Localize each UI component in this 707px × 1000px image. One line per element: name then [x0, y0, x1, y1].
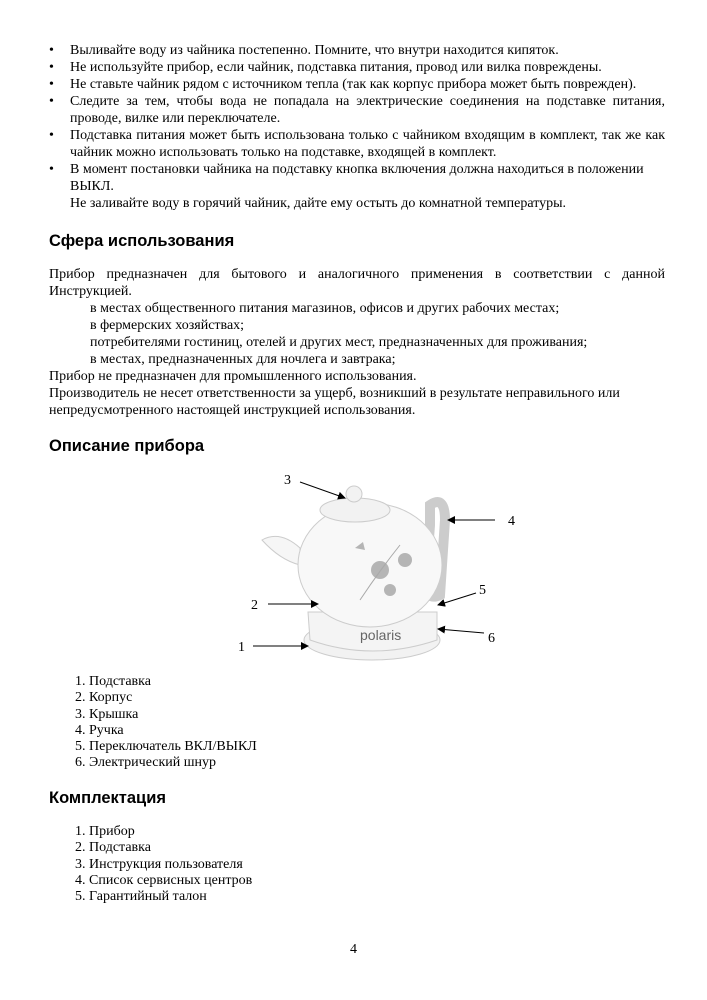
usage-intro: Прибор предназначен для бытового и аналогичного применения в соответствии с данной Инструкцией.	[49, 267, 665, 299]
warning-item: • Не ставьте чайник рядом с источником тепла (так как корпус прибора может быть поврежден).	[49, 76, 665, 93]
page-number: 4	[350, 942, 357, 957]
section-title-package: Комплектация	[49, 789, 166, 807]
package-item: 3. Инструкция пользователя	[89, 857, 665, 873]
warning-item: • Не используйте прибор, если чайник, подставка питания, провод или вилка повреждены.	[49, 59, 665, 76]
warning-item: • Выливайте воду из чайника постепенно. Помните, что внутри находится кипяток.	[49, 42, 665, 59]
warning-item: • Подставка питания может быть использована только с чайником входящим в комплект, так же как чайник можно использовать только на подставке, входящей в комплект.	[49, 127, 665, 161]
usage-place: в местах общественного питания магазинов, офисов и других рабочих местах;	[90, 301, 560, 316]
callout-6: 6	[488, 631, 495, 646]
warning-item: • Следите за тем, чтобы вода не попадала на электрические соединения на подставке питания, проводе, вилке или переключателе.	[49, 93, 665, 127]
warning-extra: Не заливайте воду в горячий чайник, дайте ему остыть до комнатной температуры.	[70, 196, 567, 211]
callout-2: 2	[251, 598, 258, 613]
section-title-usage: Сфера использования	[49, 232, 235, 250]
package-item: 1. Прибор	[89, 824, 665, 840]
callout-3: 3	[284, 473, 291, 488]
part-item: 3. Крышка	[89, 707, 665, 723]
parts-list	[49, 674, 665, 772]
part-item: 2. Корпус	[89, 690, 665, 706]
package-list-wrap	[49, 824, 665, 905]
section-title-description: Описание прибора	[49, 437, 205, 455]
callout-4: 4	[508, 514, 515, 529]
usage-place: в местах, предназначенных для ночлега и завтрака;	[90, 352, 396, 367]
callout-1: 1	[238, 640, 245, 655]
brand-logo: polaris	[360, 627, 402, 643]
parts-list-wrap	[49, 674, 665, 772]
warning-item: • В момент постановки чайника на подставку кнопка включения должна находиться в положении ВЫКЛ.	[49, 161, 665, 195]
usage-place: потребителями гостиниц, отелей и других мест, предназначенных для проживания;	[90, 335, 588, 350]
callout-5: 5	[479, 583, 486, 598]
package-item: 5. Гарантийный талон	[89, 889, 665, 905]
usage-not-industrial: Прибор не предназначен для промышленного использования.	[49, 369, 417, 384]
kettle-image	[262, 486, 445, 660]
usage-place: в фермерских хозяйствах;	[90, 318, 245, 333]
package-item: 2. Подставка	[89, 840, 665, 856]
part-item: 5. Переключатель ВКЛ/ВЫКЛ	[89, 739, 665, 755]
usage-liability: Производитель не несет ответственности за ущерб, возникший в результате неправильного или непредусмотренного настоящей инструкцией использования.	[49, 386, 620, 418]
package-list	[49, 824, 665, 905]
part-item: 1. Подставка	[89, 674, 665, 690]
package-item: 4. Список сервисных центров	[89, 873, 665, 889]
part-item: 4. Ручка	[89, 723, 665, 739]
part-item: 6. Электрический шнур	[89, 755, 665, 771]
